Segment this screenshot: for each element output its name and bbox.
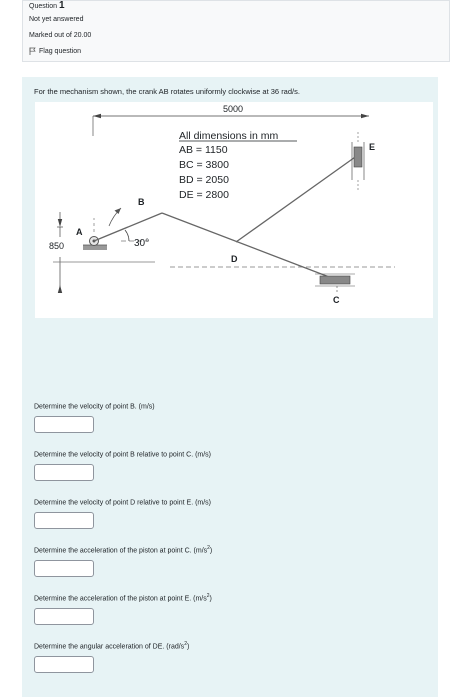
part-6-answer-input[interactable] [34,656,94,673]
question-info-panel [22,0,450,62]
point-d-label: D [231,254,238,264]
part-1-answer-input[interactable] [34,416,94,433]
question-content [22,77,438,697]
dimension-bd: BD = 2050 [179,174,229,186]
mechanism-diagram [35,102,433,318]
question-marks: Marked out of 20.00 [29,32,92,39]
part-3-answer-input[interactable] [34,512,94,529]
part-5-answer-input[interactable] [34,608,94,625]
point-a-label: A [76,227,83,237]
dimensions-title: All dimensions in mm [179,130,279,142]
part-3-label: Determine the velocity of point D relative to point E. (m/s) [34,499,212,507]
part-1-label: Determine the velocity of point B. (m/s) [34,403,155,411]
point-e-label: E [369,142,376,152]
part-5-label: Determine the acceleration of the piston at point E. $(m/s^2)$ [34,593,212,603]
flag-question-label: Flag question [39,47,82,55]
mechanism-drawing [35,102,433,318]
dimension-bc: BC = 3800 [179,159,229,171]
flag-icon [29,47,36,55]
question-title [29,0,65,11]
dimension-ab: AB = 1150 [179,144,228,156]
angle-label: 30° [134,238,150,249]
part-2-answer-input[interactable] [34,464,94,481]
part-2-label: Determine the velocity of point B relative to point C. (m/s) [34,451,212,459]
question-status: Not yet answered [29,16,84,23]
question-text: For the mechanism shown, the crank AB rotates uniformly clockwise at 36 rad/s. [34,87,300,96]
dimension-total-label: 5000 [222,104,244,114]
dimension-de: DE = 2800 [179,189,229,201]
height-label: 850 [49,241,65,251]
part-6-label: Determine the angular acceleration of DE. $(rad/s^2)$ [34,641,190,651]
part-4-answer-input[interactable] [34,560,94,577]
question-label: Question [29,3,58,10]
flag-question-button[interactable] [29,47,81,55]
question-number: 1 [58,0,65,11]
part-4-label: Determine the acceleration of the piston at point C. $(m/s^2)$ [34,545,213,555]
point-b-label: B [138,197,145,207]
point-c-label: C [333,295,340,305]
